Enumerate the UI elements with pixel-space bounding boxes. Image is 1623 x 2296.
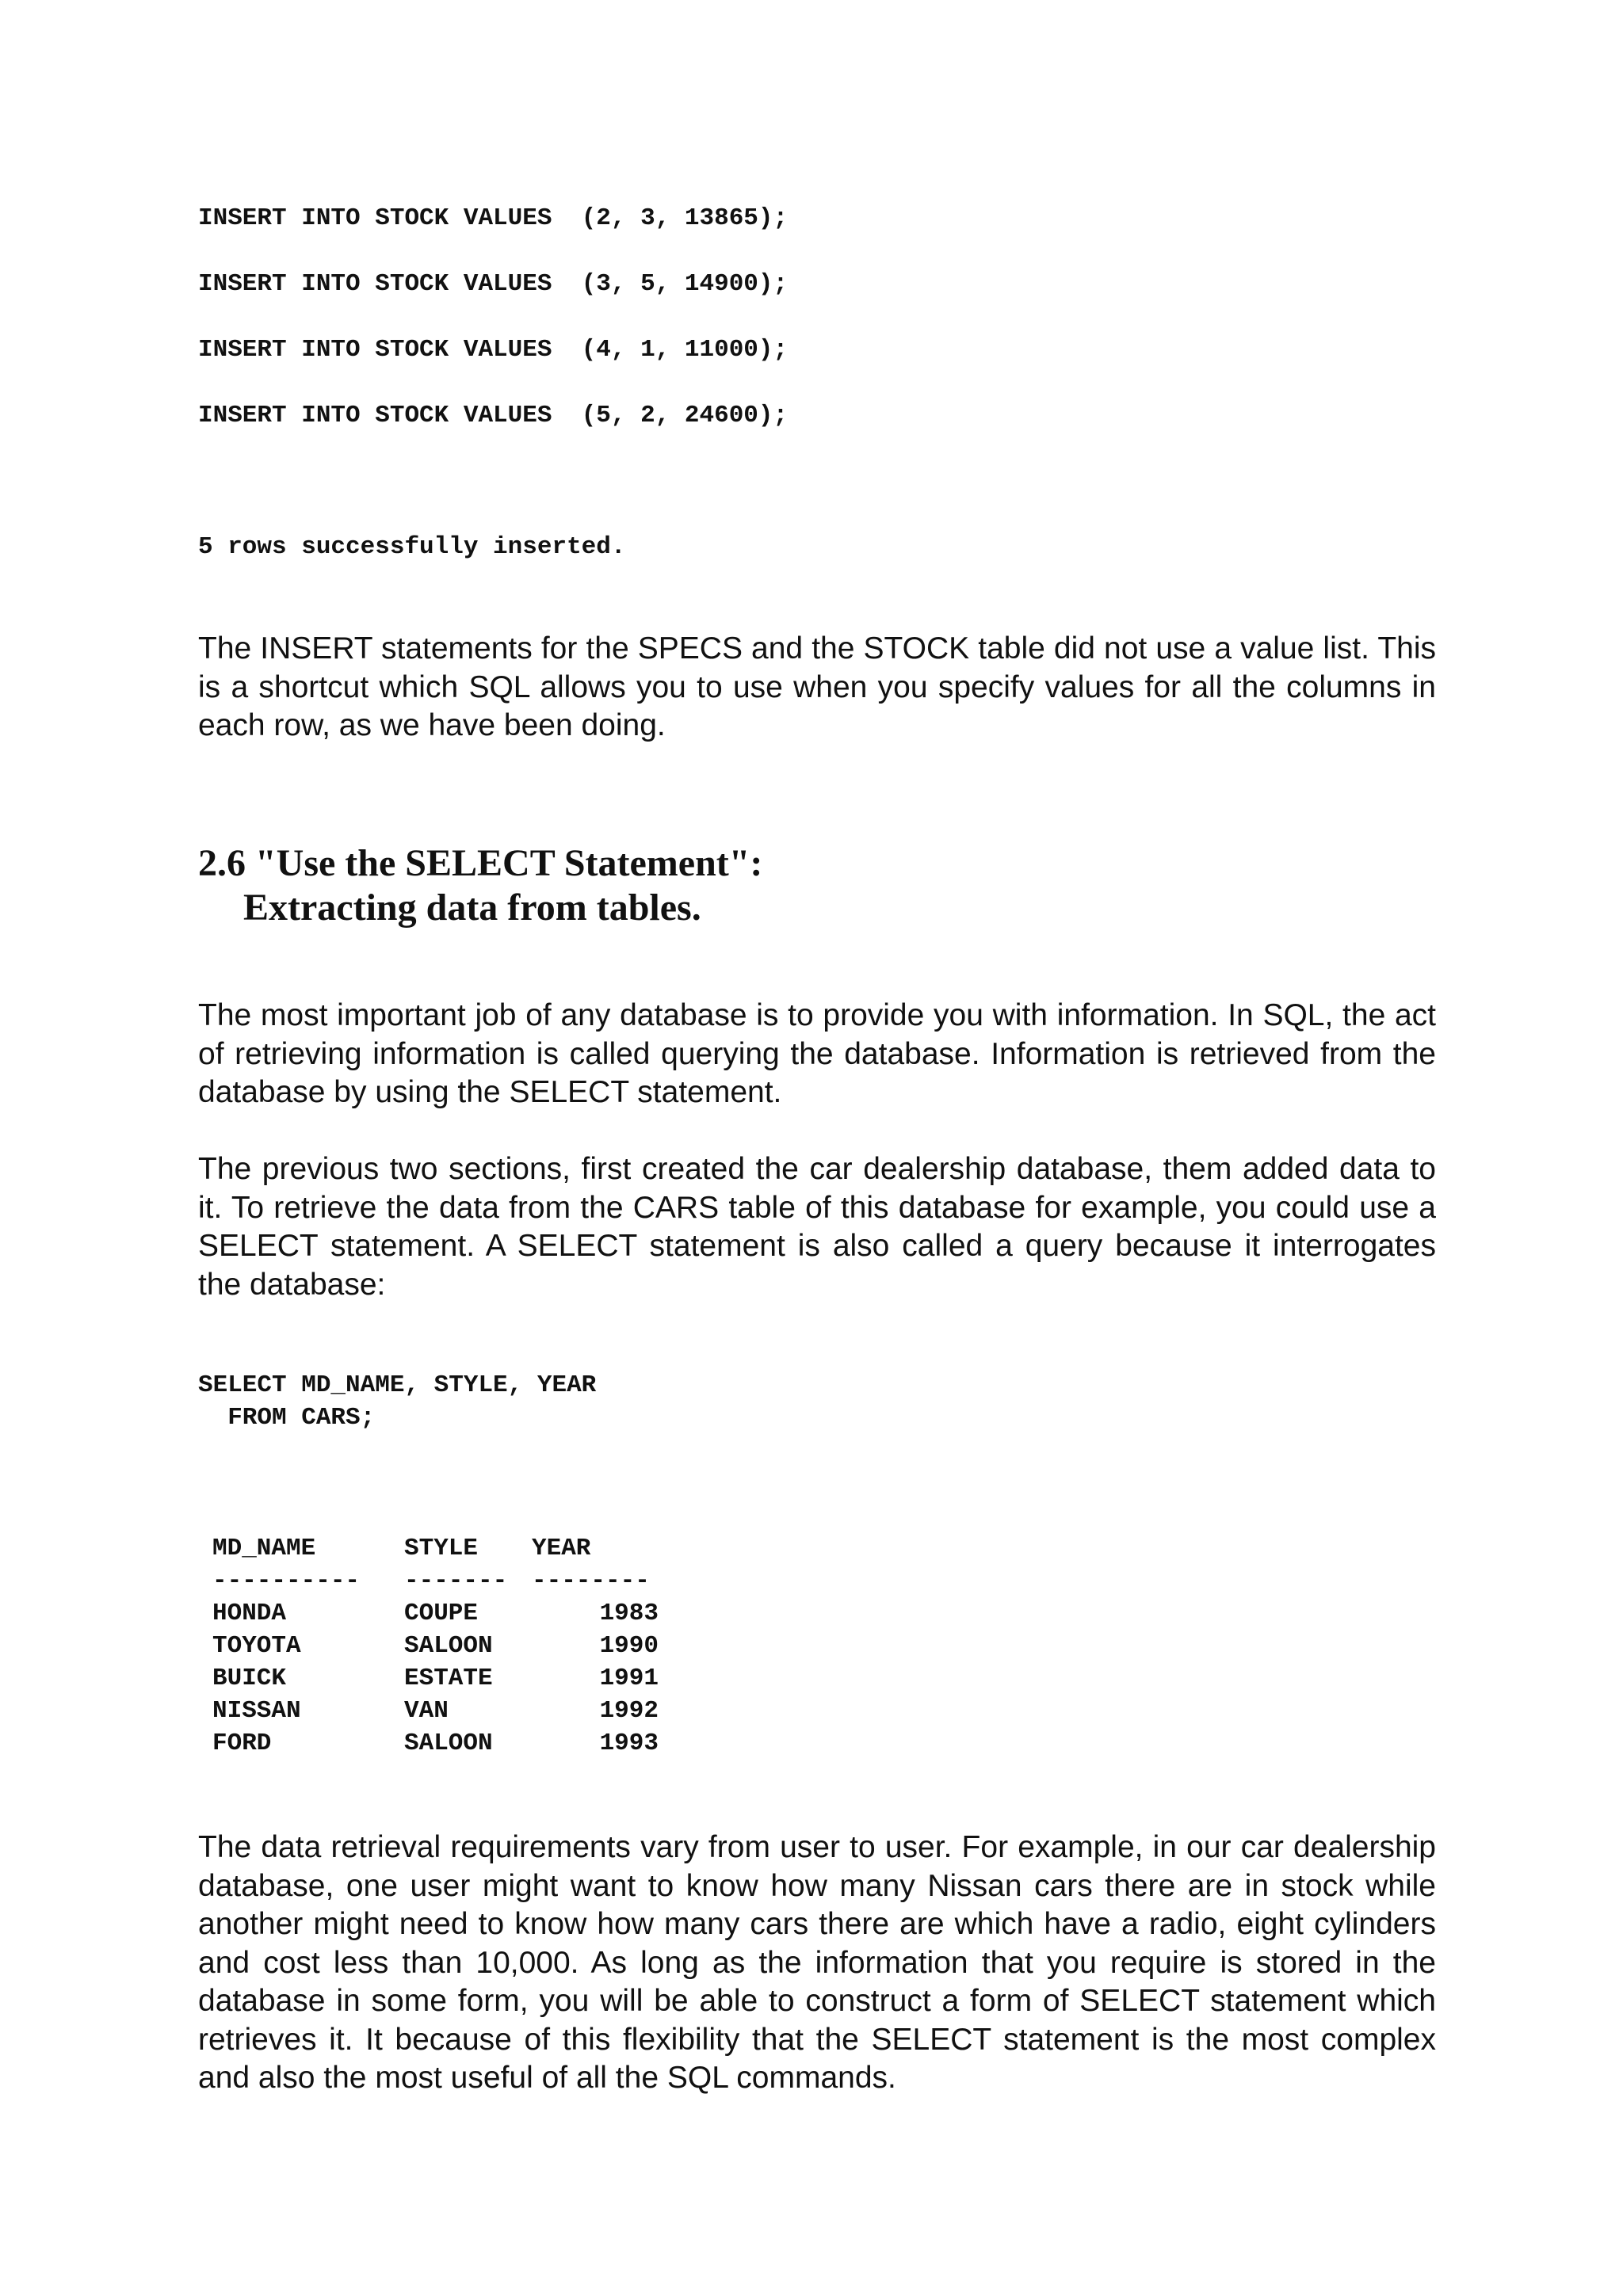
column-header-year: YEAR — [532, 1535, 591, 1562]
cell-md-name: BUICK — [212, 1665, 287, 1692]
insert-statement: INSERT INTO STOCK VALUES (5, 2, 24600); — [198, 402, 789, 429]
cell-year: 1993 — [599, 1730, 659, 1757]
cell-style: ESTATE — [404, 1665, 493, 1692]
query-line-from: FROM CARS; — [198, 1404, 376, 1432]
cell-style: VAN — [404, 1697, 449, 1725]
table-row — [212, 1662, 659, 1695]
query-result-table — [212, 1532, 659, 1760]
cell-year: 1983 — [599, 1600, 659, 1627]
table-row — [212, 1727, 659, 1760]
section-title: 2.6 "Use the SELECT Statement": — [198, 842, 763, 884]
table-row — [212, 1630, 659, 1662]
insert-statement: INSERT INTO STOCK VALUES (4, 1, 11000); — [198, 336, 789, 364]
cell-md-name: HONDA — [212, 1600, 287, 1627]
column-header-md-name: MD_NAME — [212, 1535, 316, 1562]
cell-style: SALOON — [404, 1632, 493, 1660]
paragraph-retrieval-requirements: The data retrieval requirements vary from user to user. For example, in our car dealership database, one user might want to know how many Nissan cars there are in stock while another might need to know how many cars there are which have a radio, eight cylinders and cost less than 10,000. As long as the information that you require is stored in the database in some form, you will be able to construct a form of SELECT statement which retrieves it. It because of this flexibility that the SELECT statement is the most complex and also the most useful of all the SQL commands. — [198, 1830, 1436, 2095]
cell-year: 1991 — [599, 1665, 659, 1692]
insert-statement: INSERT INTO STOCK VALUES (3, 5, 14900); — [198, 270, 789, 298]
table-row — [212, 1695, 659, 1727]
cell-year: 1990 — [599, 1632, 659, 1660]
column-header-style: STYLE — [404, 1535, 479, 1562]
table-separator-row — [212, 1565, 659, 1597]
cell-style: SALOON — [404, 1730, 493, 1757]
separator: ------- — [404, 1567, 508, 1595]
insert-result-message: 5 rows successfully inserted. — [198, 533, 626, 561]
paragraph-previous-sections: The previous two sections, first created the car dealership database, them added data to it. To retrieve the data from the CARS table of this database for example, you could use a SELECT statement. A SELECT statement is also called a query because it interrogates the database: — [198, 1152, 1436, 1302]
cell-year: 1992 — [599, 1697, 659, 1725]
cell-md-name: FORD — [212, 1730, 272, 1757]
query-line-select: SELECT MD_NAME, STYLE, YEAR — [198, 1371, 597, 1399]
table-row — [212, 1597, 659, 1630]
paragraph-value-list: The INSERT statements for the SPECS and the STOCK table did not use a value list. This is a shortcut which SQL allows you to use when you specify values for all the columns in each row, as we have been doing. — [198, 631, 1436, 742]
cell-md-name: TOYOTA — [212, 1632, 301, 1660]
section-heading — [198, 841, 762, 930]
table-header-row — [212, 1532, 659, 1565]
insert-statement: INSERT INTO STOCK VALUES (2, 3, 13865); — [198, 204, 789, 232]
paragraph-intro: The most important job of any database is to provide you with information. In SQL, the act of retrieving information is called querying the database. Information is retrieved from the database by using the SELECT statement. — [198, 998, 1436, 1109]
separator: -------- — [532, 1567, 650, 1595]
section-subtitle: Extracting data from tables. — [243, 887, 701, 929]
cell-style: COUPE — [404, 1600, 479, 1627]
cell-md-name: NISSAN — [212, 1697, 301, 1725]
separator: ---------- — [212, 1567, 361, 1595]
